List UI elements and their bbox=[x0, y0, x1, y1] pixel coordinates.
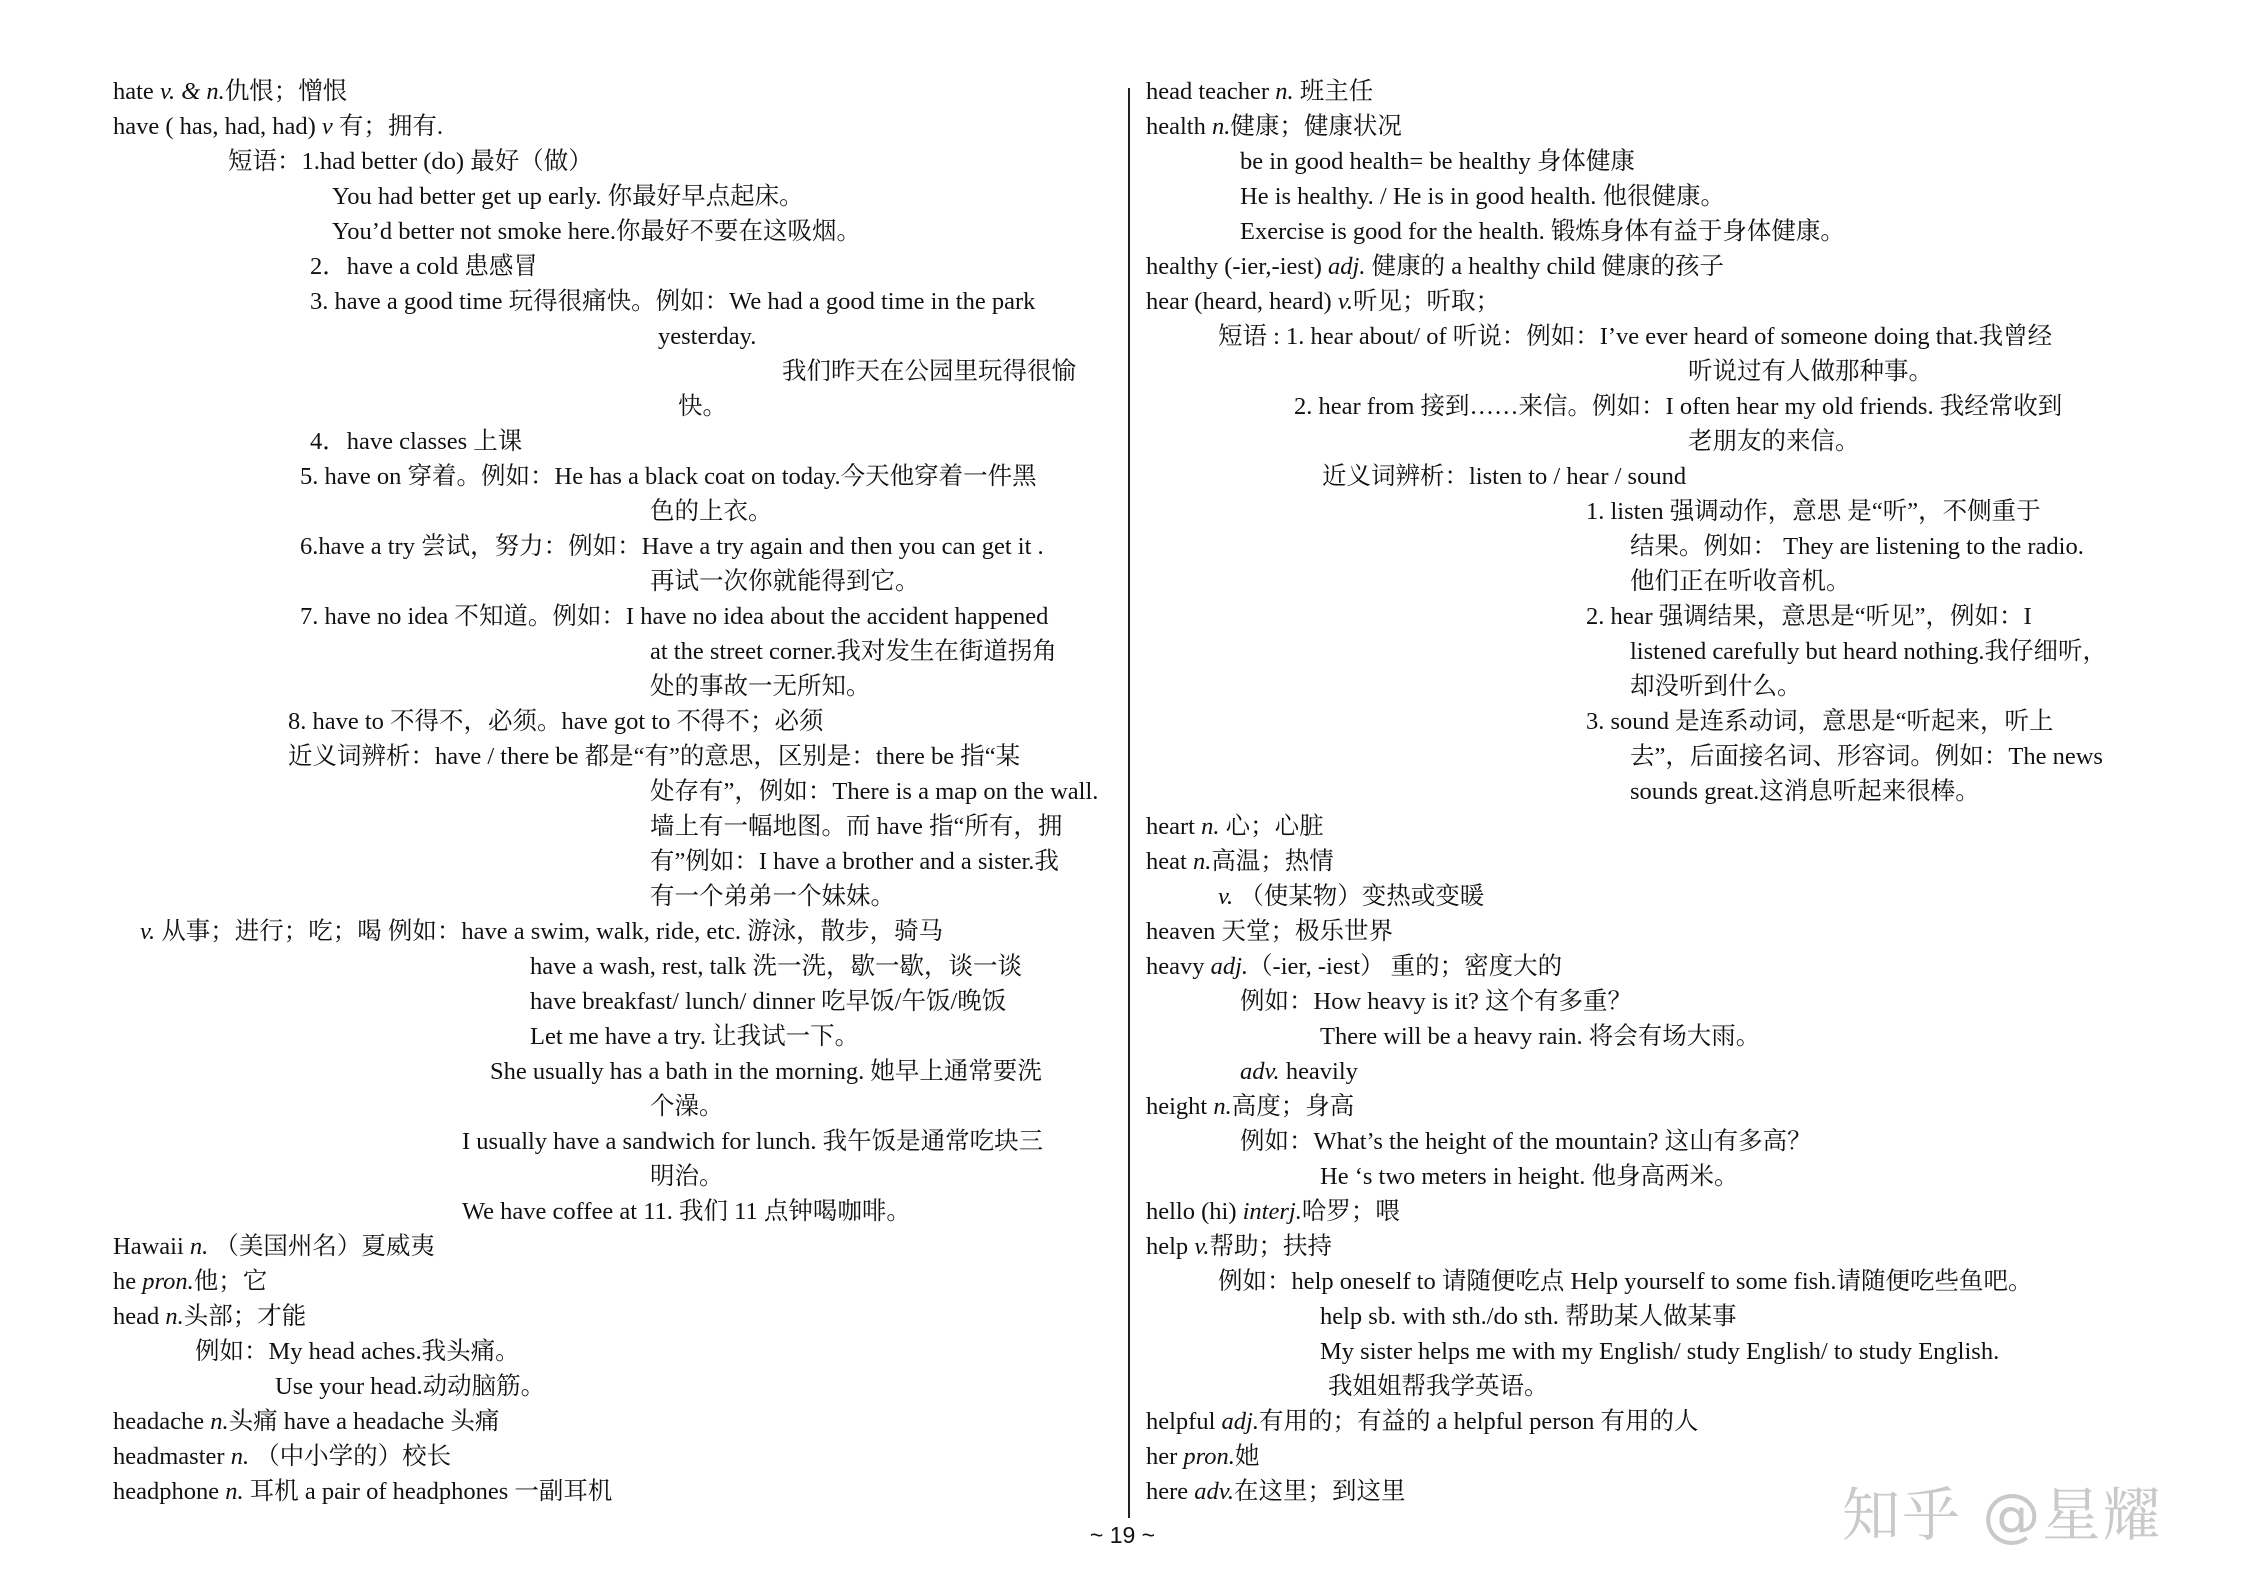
right-entry-line bbox=[1586, 497, 2041, 527]
entry-text: 5. have on 穿着。例如：He has a black coat on today.今天他穿着一件黑 bbox=[300, 463, 1037, 490]
entry-text: 帮助；扶持 bbox=[1209, 1233, 1332, 1260]
left-entry-line bbox=[530, 952, 1022, 982]
entry-text: heat bbox=[1146, 848, 1193, 875]
left-entry-line bbox=[650, 637, 1057, 667]
entry-text: 健康；健康状况 bbox=[1230, 113, 1402, 140]
entry-text: 有用的；有益的 a helpful person 有用的人 bbox=[1258, 1408, 1699, 1435]
right-entry-line bbox=[1320, 1162, 1739, 1192]
entry-text: 去”，后面接名词、形容词。例如：The news bbox=[1630, 743, 2103, 770]
entry-text: 耳机 a pair of headphones 一副耳机 bbox=[243, 1478, 613, 1505]
column-divider bbox=[1128, 88, 1130, 1518]
left-entry-line bbox=[310, 287, 1035, 317]
right-entry-line bbox=[1240, 987, 1632, 1017]
entry-text: 高度；身高 bbox=[1231, 1093, 1355, 1120]
entry-text: have breakfast/ lunch/ dinner 吃早饭/午饭/晚饭 bbox=[530, 988, 1007, 1015]
right-entry-line bbox=[1322, 462, 1686, 492]
right-entry-line bbox=[1328, 1372, 1549, 1402]
right-entry-line bbox=[1240, 182, 1725, 212]
left-entry-line bbox=[310, 427, 522, 457]
entry-text: 再试一次你就能得到它。 bbox=[650, 568, 920, 595]
right-entry-line bbox=[1146, 1442, 1259, 1472]
entry-text: Let me have a try. 让我试一下。 bbox=[530, 1023, 860, 1050]
entry-text: 头痛 have a headache 头痛 bbox=[228, 1408, 500, 1435]
entry-text: have ( has, had, had) bbox=[113, 113, 322, 140]
right-entry-line bbox=[1688, 427, 1860, 457]
left-entry-line bbox=[650, 882, 895, 912]
entry-text: We have coffee at 11. 我们 11 点钟喝咖啡。 bbox=[462, 1198, 911, 1225]
entry-text: 班主任 bbox=[1293, 78, 1374, 105]
entry-text: 2．have a cold 患感冒 bbox=[310, 253, 538, 280]
left-entry-line bbox=[300, 462, 1037, 492]
right-entry-line bbox=[1240, 1127, 1812, 1157]
right-entry-line bbox=[1218, 882, 1484, 912]
part-of-speech: n. bbox=[230, 1443, 250, 1470]
entry-text: her bbox=[1146, 1443, 1184, 1470]
right-entry-line bbox=[1146, 1092, 1354, 1122]
entry-text: 有一个弟弟一个妹妹。 bbox=[650, 883, 895, 910]
entry-text: 头部；才能 bbox=[183, 1303, 307, 1330]
left-entry-line bbox=[530, 987, 1006, 1017]
entry-text: 我们昨天在公园里玩得很愉 bbox=[782, 358, 1076, 385]
left-entry-line bbox=[288, 742, 1020, 772]
left-entry-line bbox=[332, 182, 804, 212]
part-of-speech: adj. bbox=[1328, 253, 1366, 280]
entry-text: 短语 : 1. hear about/ of 听说：例如：I’ve ever heard of someone doing that.我曾经 bbox=[1218, 323, 2053, 350]
entry-text: 从事；进行；吃；喝 例如：have a swim, walk, ride, etc. 游泳，散步，骑马 bbox=[155, 918, 944, 945]
entry-text: health bbox=[1146, 113, 1212, 140]
entry-text: 色的上衣。 bbox=[650, 498, 773, 525]
entry-text: 她 bbox=[1234, 1443, 1260, 1470]
entry-text: 仇恨；憎恨 bbox=[224, 78, 348, 105]
entry-text: 例如：My head aches.我头痛。 bbox=[195, 1338, 520, 1365]
right-entry-line bbox=[1586, 602, 2032, 632]
entry-text: 2. hear 强调结果，意思是“听见”，例如：I bbox=[1586, 603, 2032, 630]
entry-text: 近义词辨析：have / there be 都是“有”的意思，区别是：there be 指“某 bbox=[288, 743, 1021, 770]
entry-text: 我姐姐帮我学英语。 bbox=[1328, 1373, 1549, 1400]
entry-text: listened carefully but heard nothing.我仔细听， bbox=[1630, 638, 2107, 665]
entry-text: 在这里；到这里 bbox=[1233, 1478, 1406, 1505]
part-of-speech: v. & n. bbox=[159, 78, 225, 105]
right-entry-line bbox=[1146, 1407, 1699, 1437]
left-entry-line bbox=[310, 252, 538, 282]
left-entry-line bbox=[462, 1197, 911, 1227]
watermark: 知乎 @星耀 bbox=[1842, 1481, 2163, 1549]
entry-text: headmaster bbox=[113, 1443, 231, 1470]
entry-text: he bbox=[113, 1268, 143, 1295]
left-entry-line bbox=[782, 357, 1076, 387]
right-entry-line bbox=[1146, 287, 1500, 317]
left-entry-line bbox=[530, 1022, 859, 1052]
entry-text: （中小学的）校长 bbox=[249, 1443, 452, 1470]
entry-text: Exercise is good for the health. 锻炼身体有益于身体健康。 bbox=[1240, 218, 1845, 245]
right-entry-line bbox=[1218, 322, 2052, 352]
entry-text: 3. have a good time 玩得很痛快。例如：We had a good time in the park bbox=[310, 288, 1036, 315]
entry-text: 他们正在听收音机。 bbox=[1630, 568, 1851, 595]
entry-text: here bbox=[1146, 1478, 1195, 1505]
entry-text: Hawaii bbox=[113, 1233, 190, 1260]
entry-text: 2. hear from 接到……来信。例如：I often hear my old friends. 我经常收到 bbox=[1294, 393, 2063, 420]
entry-text: hate bbox=[113, 78, 160, 105]
right-entry-line bbox=[1146, 952, 1562, 982]
entry-text: at the street corner.我对发生在街道拐角 bbox=[650, 638, 1057, 665]
entry-text: 墙上有一幅地图。而 have 指“所有，拥 bbox=[650, 813, 1063, 840]
right-entry-line bbox=[1630, 777, 1980, 807]
entry-text: head teacher bbox=[1146, 78, 1276, 105]
entry-text: height bbox=[1146, 1093, 1214, 1120]
entry-text: （使某物）变热或变暖 bbox=[1233, 883, 1485, 910]
right-entry-line bbox=[1630, 742, 2103, 772]
right-entry-line bbox=[1630, 567, 1851, 597]
entry-text: 听见；听取； bbox=[1352, 288, 1500, 315]
part-of-speech: v. bbox=[1194, 1233, 1210, 1260]
entry-text: heart bbox=[1146, 813, 1202, 840]
right-entry-line bbox=[1630, 532, 2084, 562]
right-entry-line bbox=[1320, 1302, 1737, 1332]
entry-text: He ‘s two meters in height. 他身高两米。 bbox=[1320, 1163, 1739, 1190]
entry-text: 结果。例如： They are listening to the radio. bbox=[1630, 533, 2084, 560]
part-of-speech: n. bbox=[1192, 848, 1212, 875]
left-entry-line bbox=[288, 707, 824, 737]
entry-text: 例如：What’s the height of the mountain? 这山有多高？ bbox=[1240, 1128, 1812, 1155]
left-entry-line bbox=[113, 1477, 612, 1507]
right-entry-line bbox=[1320, 1022, 1760, 1052]
right-entry-line bbox=[1146, 812, 1324, 842]
entry-text: You had better get up early. 你最好早点起床。 bbox=[332, 183, 804, 210]
right-entry-line bbox=[1240, 147, 1635, 177]
right-entry-line bbox=[1146, 77, 1373, 107]
part-of-speech: pron. bbox=[1183, 1443, 1235, 1470]
left-entry-line bbox=[332, 217, 861, 247]
entry-text: heavily bbox=[1279, 1058, 1358, 1085]
entry-text: She usually has a bath in the morning. 她早上通常要洗 bbox=[490, 1058, 1042, 1085]
right-entry-line bbox=[1218, 1267, 2033, 1297]
entry-text: 例如：How heavy is it? 这个有多重？ bbox=[1240, 988, 1632, 1015]
left-entry-line bbox=[650, 567, 920, 597]
entry-text: He is healthy. / He is in good health. 他很健康。 bbox=[1240, 183, 1725, 210]
entry-text: healthy (-ier,-iest) bbox=[1146, 253, 1329, 280]
part-of-speech: adv. bbox=[1194, 1478, 1234, 1505]
left-entry-line bbox=[113, 112, 443, 142]
entry-text: My sister helps me with my English/ study English/ to study English. bbox=[1320, 1338, 2000, 1365]
entry-text: 短语：1.had better (do) 最好（做） bbox=[228, 148, 593, 175]
part-of-speech: v. bbox=[140, 918, 156, 945]
entry-text: heavy bbox=[1146, 953, 1211, 980]
entry-text: 明治。 bbox=[650, 1163, 724, 1190]
left-entry-line bbox=[113, 1407, 499, 1437]
left-entry-line bbox=[275, 1372, 545, 1402]
entry-text: 却没听到什么。 bbox=[1630, 673, 1802, 700]
left-entry-line bbox=[228, 147, 593, 177]
left-entry-line bbox=[300, 602, 1048, 632]
right-entry-line bbox=[1146, 917, 1393, 947]
entry-text: 1. listen 强调动作，意思 是“听”，不侧重于 bbox=[1586, 498, 2041, 525]
left-entry-line bbox=[140, 917, 943, 947]
entry-text: headache bbox=[113, 1408, 211, 1435]
left-entry-line bbox=[462, 1127, 1043, 1157]
entry-text: 处存有”，例如：There is a map on the wall. bbox=[650, 778, 1099, 805]
part-of-speech: n. bbox=[210, 1408, 229, 1435]
right-entry-line bbox=[1294, 392, 2062, 422]
left-entry-line bbox=[113, 77, 347, 107]
entry-text: （美国州名）夏威夷 bbox=[208, 1233, 435, 1260]
part-of-speech: n. bbox=[1212, 113, 1231, 140]
entry-text: helpful bbox=[1146, 1408, 1222, 1435]
part-of-speech: adj. bbox=[1221, 1408, 1259, 1435]
left-entry-line bbox=[195, 1337, 520, 1367]
entry-text: hear (heard, heard) bbox=[1146, 288, 1338, 315]
right-entry-line bbox=[1688, 357, 1933, 387]
left-entry-line bbox=[113, 1442, 451, 1472]
right-entry-line bbox=[1146, 1477, 1405, 1507]
right-entry-line bbox=[1146, 112, 1402, 142]
right-entry-line bbox=[1146, 252, 1724, 282]
left-entry-line bbox=[113, 1267, 267, 1297]
entry-text: 处的事故一无所知。 bbox=[650, 673, 871, 700]
part-of-speech: n. bbox=[1275, 78, 1294, 105]
part-of-speech: adj. bbox=[1210, 953, 1249, 980]
entry-text: 他；它 bbox=[193, 1268, 268, 1295]
right-entry-line bbox=[1146, 1232, 1332, 1262]
entry-text: I usually have a sandwich for lunch. 我午饭是通常吃块三 bbox=[462, 1128, 1044, 1155]
entry-text: sounds great.这消息听起来很棒。 bbox=[1630, 778, 1980, 805]
entry-text: head bbox=[113, 1303, 166, 1330]
left-entry-line bbox=[490, 1057, 1042, 1087]
entry-text: help bbox=[1146, 1233, 1195, 1260]
part-of-speech: v. bbox=[1218, 883, 1234, 910]
right-entry-line bbox=[1630, 672, 1802, 702]
part-of-speech: n. bbox=[1201, 813, 1220, 840]
entry-text: yesterday. bbox=[658, 323, 757, 350]
entry-text: 近义词辨析：listen to / hear / sound bbox=[1322, 463, 1687, 490]
left-entry-line bbox=[650, 812, 1062, 842]
left-entry-line bbox=[650, 1162, 724, 1192]
entry-text: There will be a heavy rain. 将会有场大雨。 bbox=[1320, 1023, 1761, 1050]
left-entry-line bbox=[650, 777, 1098, 807]
right-entry-line bbox=[1240, 1057, 1358, 1087]
entry-text: 4．have classes 上课 bbox=[310, 428, 523, 455]
entry-text: 3. sound 是连系动词，意思是“听起来，听上 bbox=[1586, 708, 2054, 735]
part-of-speech: interj. bbox=[1242, 1198, 1302, 1225]
part-of-speech: pron. bbox=[142, 1268, 194, 1295]
right-entry-line bbox=[1630, 637, 2107, 667]
entry-text: headphone bbox=[113, 1478, 226, 1505]
left-entry-line bbox=[113, 1232, 435, 1262]
entry-text: 个澡。 bbox=[650, 1093, 724, 1120]
entry-text: Use your head.动动脑筋。 bbox=[275, 1373, 546, 1400]
right-entry-line bbox=[1146, 1197, 1400, 1227]
entry-text: 8. have to 不得不，必须。have got to 不得不；必须 bbox=[288, 708, 824, 735]
left-entry-line bbox=[650, 847, 1059, 877]
part-of-speech: v. bbox=[1337, 288, 1353, 315]
part-of-speech: n. bbox=[189, 1233, 209, 1260]
left-entry-line bbox=[113, 1302, 306, 1332]
left-entry-line bbox=[650, 672, 871, 702]
left-entry-line bbox=[300, 532, 1044, 562]
entry-text: 老朋友的来信。 bbox=[1688, 428, 1860, 455]
entry-text: 6.have a try 尝试，努力：例如：Have a try again and then you can get it . bbox=[300, 533, 1044, 560]
entry-text: 高温；热情 bbox=[1211, 848, 1334, 875]
part-of-speech: n. bbox=[225, 1478, 244, 1505]
entry-text: 心；心脏 bbox=[1219, 813, 1324, 840]
entry-text: have a wash, rest, talk 洗一洗，歇一歇，谈一谈 bbox=[530, 953, 1022, 980]
right-entry-line bbox=[1586, 707, 2054, 737]
entry-text: heaven 天堂；极乐世界 bbox=[1146, 918, 1393, 945]
entry-text: help sb. with sth./do sth. 帮助某人做某事 bbox=[1320, 1303, 1737, 1330]
part-of-speech: adv. bbox=[1240, 1058, 1280, 1085]
left-entry-line bbox=[650, 1092, 724, 1122]
part-of-speech: n. bbox=[1213, 1093, 1232, 1120]
entry-text: 有；拥有. bbox=[332, 113, 443, 140]
left-entry-line bbox=[678, 392, 727, 422]
entry-text: 例如：help oneself to 请随便吃点 Help yourself to some fish.请随便吃些鱼吧。 bbox=[1218, 1268, 2033, 1295]
part-of-speech: n. bbox=[165, 1303, 184, 1330]
right-entry-line bbox=[1146, 847, 1334, 877]
entry-text: be in good health= be healthy 身体健康 bbox=[1240, 148, 1635, 175]
entry-text: 有”例如：I have a brother and a sister.我 bbox=[650, 848, 1059, 875]
entry-text: 7. have no idea 不知道。例如：I have no idea about the accident happened bbox=[300, 603, 1049, 630]
left-entry-line bbox=[650, 497, 773, 527]
entry-text: 健康的 a healthy child 健康的孩子 bbox=[1365, 253, 1725, 280]
right-entry-line bbox=[1320, 1337, 1999, 1367]
entry-text: 哈罗；喂 bbox=[1301, 1198, 1400, 1225]
entry-text: You’d better not smoke here.你最好不要在这吸烟。 bbox=[332, 218, 861, 245]
entry-text: 听说过有人做那种事。 bbox=[1688, 358, 1933, 385]
entry-text: 快。 bbox=[678, 393, 727, 420]
right-entry-line bbox=[1240, 217, 1845, 247]
part-of-speech: v bbox=[321, 113, 333, 140]
entry-text: hello (hi) bbox=[1146, 1198, 1243, 1225]
entry-text: （-ier, -iest） 重的；密度大的 bbox=[1248, 953, 1563, 980]
left-entry-line bbox=[658, 322, 756, 352]
page-number: ~ 19 ~ bbox=[1089, 1522, 1156, 1548]
